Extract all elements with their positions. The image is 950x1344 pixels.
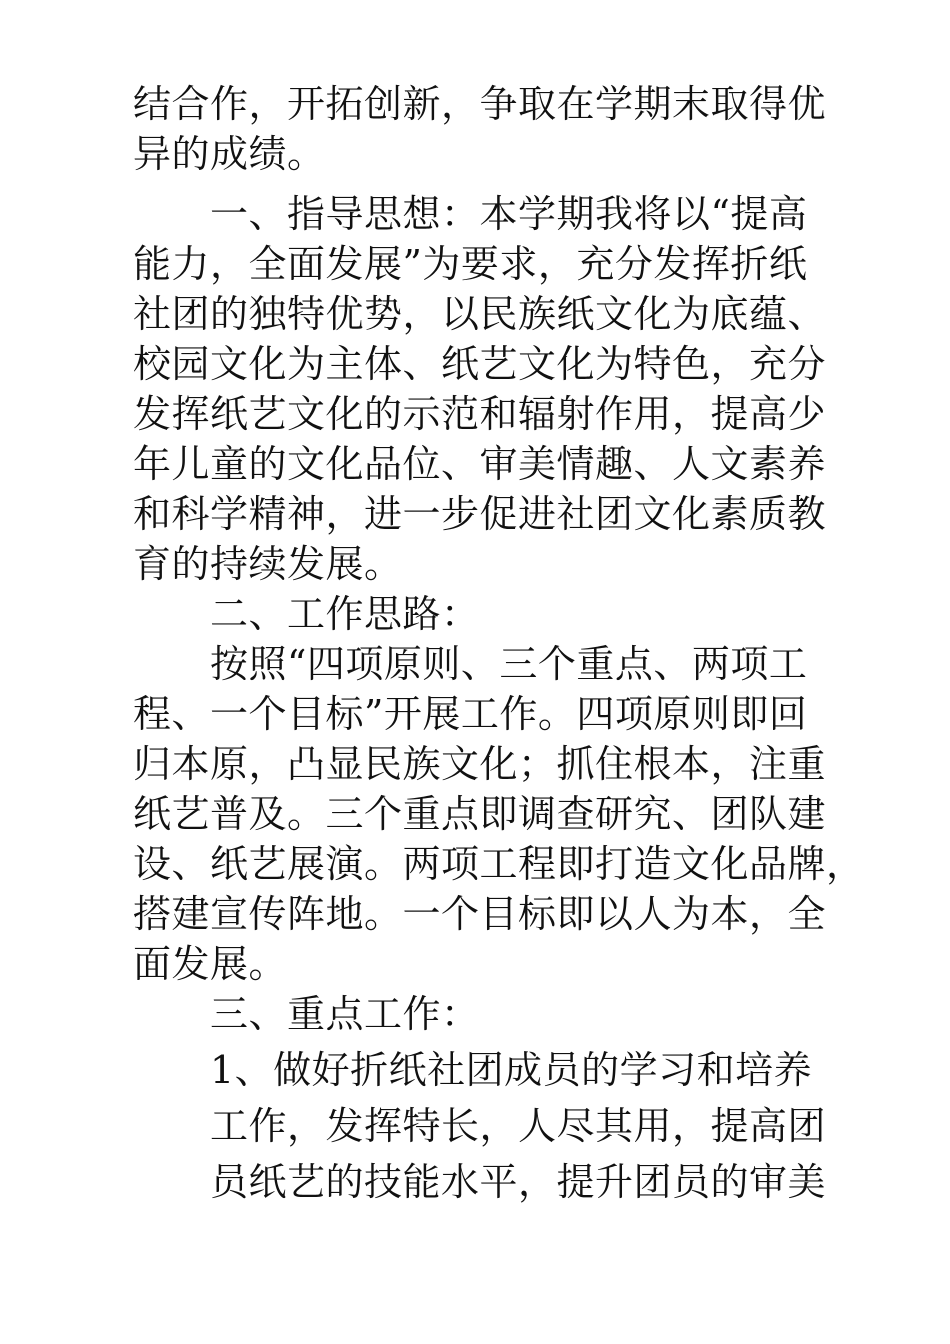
list-item-line: 员纸艺的技能水平，提升团员的审美 <box>210 1160 827 1204</box>
text-line: 程、一个目标”开展工作。四项原则即回 <box>133 692 808 736</box>
text-line: 发挥纸艺文化的示范和辐射作用，提高少 <box>133 392 827 436</box>
text-line: 育的持续发展。 <box>133 542 403 586</box>
section-heading-key-work: 三、重点工作： <box>210 992 480 1036</box>
text-line: 和科学精神，进一步促进社团文化素质教 <box>133 492 827 536</box>
text-line: 能力，全面发展”为要求，充分发挥折纸 <box>133 242 808 286</box>
text-line: 设、纸艺展演。两项工程即打造文化品牌， <box>133 842 865 886</box>
text-line: 归本原，凸显民族文化；抓住根本，注重 <box>133 742 827 786</box>
list-item-line: 1、做好折纸社团成员的学习和培养 <box>210 1048 813 1092</box>
text-line: 异的成绩。 <box>133 132 326 176</box>
section-heading-guiding-ideology: 一、指导思想：本学期我将以“提高 <box>210 192 808 236</box>
text-line: 面发展。 <box>133 942 288 986</box>
text-line: 结合作，开拓创新，争取在学期末取得优 <box>133 82 827 126</box>
text-line: 搭建宣传阵地。一个目标即以人为本，全 <box>133 892 827 936</box>
text-line: 校园文化为主体、纸艺文化为特色，充分 <box>133 342 827 386</box>
text-line: 年儿童的文化品位、审美情趣、人文素养 <box>133 442 827 486</box>
text-line: 社团的独特优势，以民族纸文化为底蕴、 <box>133 292 827 336</box>
text-line: 按照“四项原则、三个重点、两项工 <box>210 642 808 686</box>
list-item-line: 工作，发挥特长，人尽其用，提高团 <box>210 1104 827 1148</box>
text-line: 纸艺普及。三个重点即调查研究、团队建 <box>133 792 827 836</box>
section-heading-work-approach: 二、工作思路： <box>210 592 480 636</box>
